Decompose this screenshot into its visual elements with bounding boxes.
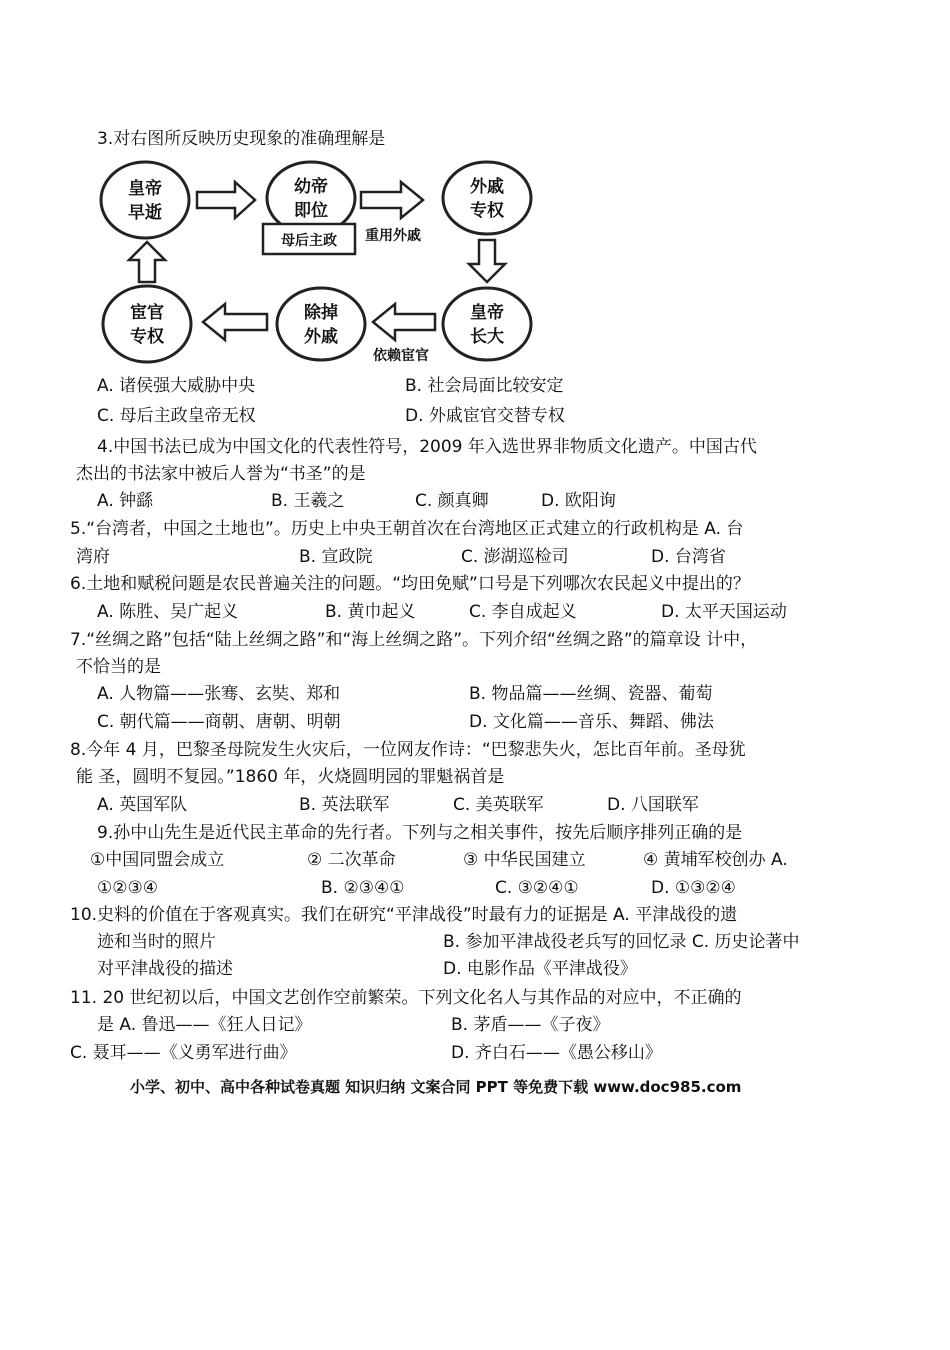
q6-option-b[interactable]: B. 黄巾起义 [325,602,416,622]
q9-option-c[interactable]: C. ③②④① [495,878,579,898]
footer-banner: 小学、初中、高中各种试卷真题 知识归纳 文案合同 PPT 等免费下载 www.doc985.com [130,1078,742,1096]
node-emperor-grows-up [443,288,531,360]
q3-stem: 3.对右图所反映历史现象的准确理解是 [97,129,386,149]
q11-line3-b: D. 齐白石——《愚公移山》 [451,1043,662,1063]
q3-option-d[interactable]: D. 外戚宦官交替专权 [405,406,565,426]
arrow-down [469,240,505,282]
q11-line2-a: 是 A. 鲁迅——《狂人日记》 [97,1015,312,1035]
svg-text:即位: 即位 [294,201,328,221]
q9-event-1: ①中国同盟会成立 [90,850,225,870]
q8-option-a[interactable]: A. 英国军队 [97,795,188,815]
node-emperor-dies-early [101,162,189,238]
arrow-right-1 [197,182,255,218]
q7-option-a[interactable]: A. 人物篇——张骞、玄奘、郑和 [97,684,341,704]
box-empress-dowager-rules [263,224,355,254]
q8-option-d[interactable]: D. 八国联军 [607,795,699,815]
q5-line2-a: 湾府 [76,547,110,567]
arrow-left-1 [373,304,435,364]
svg-text:幼帝: 幼帝 [294,177,328,197]
q7-option-b[interactable]: B. 物品篇——丝绸、瓷器、葡萄 [469,684,713,704]
q4-option-b[interactable]: B. 王羲之 [271,491,345,511]
q7-option-c[interactable]: C. 朝代篇——商朝、唐朝、明朝 [97,712,341,732]
q11-line3-a: C. 聂耳——《义勇军进行曲》 [70,1043,297,1063]
node-eunuch-power [103,286,191,362]
q5-option-c[interactable]: C. 澎湖巡检司 [461,547,569,567]
q9-option-b[interactable]: B. ②③④① [321,878,405,898]
q7-line1: 7.“丝绸之路”包括“陆上丝绸之路”和“海上丝绸之路”。下列介绍“丝绸之路”的篇章设 计中， [70,630,758,650]
q3-option-c[interactable]: C. 母后主政皇帝无权 [97,406,256,426]
q3-option-a[interactable]: A. 诸侯强大威胁中央 [97,376,256,396]
q3-flow-diagram [95,160,545,370]
q9-option-a[interactable]: ①②③④ [97,878,158,898]
svg-text:除掉: 除掉 [304,303,338,323]
q9-event-3: ③ 中华民国建立 [463,850,586,870]
q6-option-a[interactable]: A. 陈胜、吴广起义 [97,602,239,622]
q5-option-d[interactable]: D. 台湾省 [651,547,726,567]
q7-option-d[interactable]: D. 文化篇——音乐、舞蹈、佛法 [469,712,714,732]
node-consort-kin-power [443,162,531,234]
q10-line2-b: B. 参加平津战役老兵写的回忆录 C. 历史论著中 [443,932,800,952]
svg-text:皇帝: 皇帝 [128,179,162,199]
q4-option-a[interactable]: A. 钟繇 [97,491,154,511]
q5-option-b[interactable]: B. 宣政院 [299,547,373,567]
svg-text:长大: 长大 [470,327,504,347]
svg-text:依赖宦官: 依赖宦官 [373,348,429,364]
q9-event-4: ④ 黄埔军校创办 A. [643,850,788,870]
q8-line2: 能 圣，圆明不复园。”1860 年，火烧圆明园的罪魁祸首是 [76,767,505,787]
svg-text:外戚: 外戚 [304,327,338,347]
svg-text:早逝: 早逝 [128,203,162,223]
svg-text:宦官: 宦官 [130,303,164,323]
svg-text:专权: 专权 [130,327,164,347]
q9-line1: 9.孙中山先生是近代民主革命的先行者。下列与之相关事件，按先后顺序排列正确的是 [97,823,743,843]
q8-option-b[interactable]: B. 英法联军 [299,795,390,815]
arrow-right-2 [361,182,423,244]
svg-text:外戚: 外戚 [470,177,504,197]
q4-line2: 杰出的书法家中被后人誉为“书圣”的是 [76,464,366,484]
q11-line2-b: B. 茅盾——《子夜》 [451,1015,610,1035]
q5-line1: 5.“台湾者，中国之土地也”。历史上中央王朝首次在台湾地区正式建立的行政机构是 A. 台 [70,519,744,539]
q4-line1: 4.中国书法已成为中国文化的代表性符号，2009 年入选世界非物质文化遗产。中国古代 [97,437,757,457]
node-eliminate-consort-kin [277,288,365,360]
arrow-left-2 [203,304,267,340]
q4-option-d[interactable]: D. 欧阳询 [541,491,616,511]
q10-line3-b: D. 电影作品《平津战役》 [443,959,637,979]
q8-line1: 8.今年 4 月，巴黎圣母院发生火灾后，一位网友作诗：“巴黎悲失火，怎比百年前。圣母犹 [70,740,746,760]
q10-line3-a: 对平津战役的描述 [97,959,233,979]
q10-line2-a: 迹和当时的照片 [97,932,216,952]
svg-text:母后主政: 母后主政 [281,233,337,249]
arrow-up [129,242,165,282]
q11-line1: 11. 20 世纪初以后，中国文艺创作空前繁荣。下列文化名人与其作品的对应中，不正确的 [70,988,742,1008]
q3-option-b[interactable]: B. 社会局面比较安定 [405,376,564,396]
q4-option-c[interactable]: C. 颜真卿 [415,491,489,511]
q10-line1: 10.史料的价值在于客观真实。我们在研究“平津战役”时最有力的证据是 A. 平津战役的遗 [70,905,738,925]
svg-text:皇帝: 皇帝 [470,303,504,323]
q7-line2: 不恰当的是 [76,657,161,677]
svg-text:专权: 专权 [470,201,504,221]
q8-option-c[interactable]: C. 美英联军 [453,795,544,815]
q6-line1: 6.土地和赋税问题是农民普遍关注的问题。“均田免赋”口号是下列哪次农民起义中提出的？ [70,574,750,594]
q6-option-c[interactable]: C. 李自成起义 [469,602,577,622]
svg-text:重用外戚: 重用外戚 [365,228,421,244]
q9-event-2: ② 二次革命 [307,850,396,870]
q9-option-d[interactable]: D. ①③②④ [651,878,736,898]
q6-option-d[interactable]: D. 太平天国运动 [661,602,787,622]
